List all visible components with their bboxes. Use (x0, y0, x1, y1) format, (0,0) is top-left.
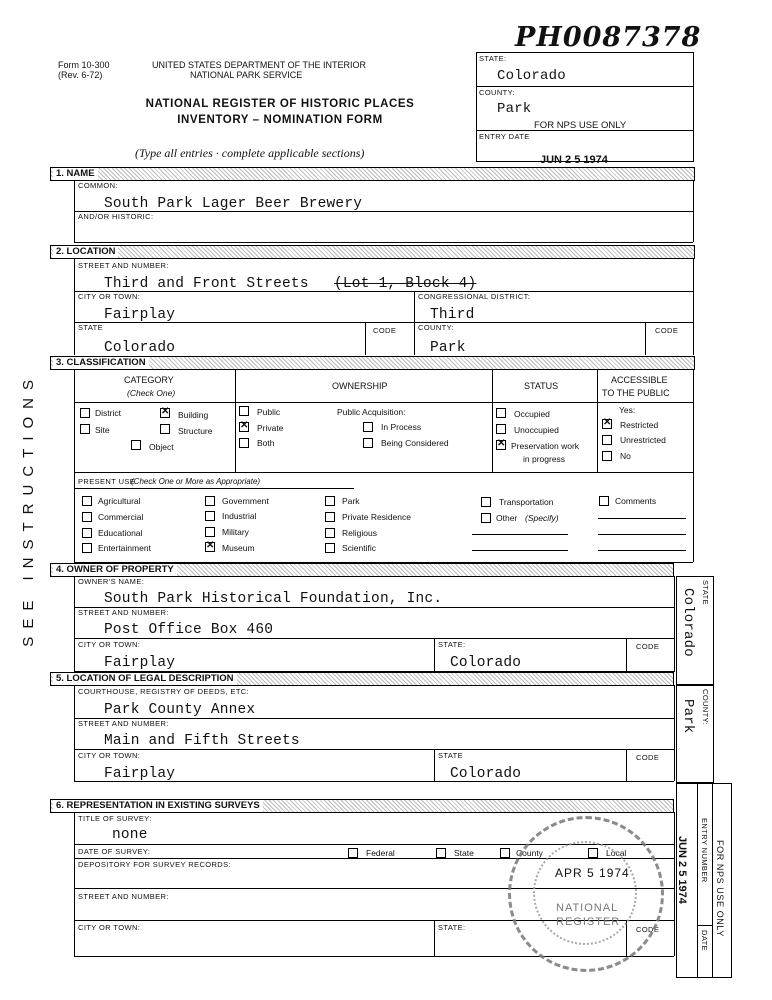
checkbox-comments[interactable] (599, 496, 609, 506)
checkbox-military[interactable] (205, 527, 215, 537)
section-owner-header: 4. OWNER OF PROPERTY (50, 563, 674, 577)
label-private: Private (257, 423, 284, 433)
nps-county-value: Park (497, 101, 532, 117)
checkbox-park[interactable] (325, 496, 335, 506)
category-subheader: (Check One) (127, 388, 176, 398)
owner-street-label: STREET AND NUMBER: (78, 608, 169, 617)
checkbox-restricted[interactable] (602, 419, 612, 429)
accessible-subheader: TO THE PUBLIC (602, 388, 670, 398)
accessible-header: ACCESSIBLE (611, 375, 668, 385)
checkbox-state[interactable] (436, 848, 446, 858)
label-occupied: Occupied (514, 409, 550, 419)
checkbox-religious[interactable] (325, 528, 335, 538)
label-entertainment: Entertainment (98, 543, 151, 553)
ownership-header: OWNERSHIP (332, 381, 388, 391)
location-county-code-label: CODE (655, 326, 679, 335)
location-state-label: STATE (78, 323, 104, 332)
checkbox-being-considered[interactable] (363, 438, 373, 448)
checkbox-in-process[interactable] (363, 422, 373, 432)
department-name: UNITED STATES DEPARTMENT OF THE INTERIOR (152, 60, 367, 70)
nps-county-label: COUNTY: (479, 88, 516, 97)
legal-code-label: CODE (636, 753, 660, 762)
form-revision: (Rev. 6-72) (58, 70, 103, 80)
checkbox-private[interactable] (239, 422, 249, 432)
survey-street-label: STREET AND NUMBER: (78, 892, 169, 901)
checkbox-structure[interactable] (160, 424, 170, 434)
section-legal-header: 5. LOCATION OF LEGAL DESCRIPTION (50, 672, 674, 686)
nps-entry-date-label: ENTRY DATE (479, 132, 530, 141)
owner-city-value: Fairplay (104, 655, 176, 671)
legal-street-value: Main and Fifth Streets (104, 733, 300, 749)
side-county-label: COUNTY: (701, 689, 710, 726)
location-city-value: Fairplay (104, 307, 176, 323)
nps-entry-date-stamp: JUN 2 5 1974 (540, 154, 608, 166)
legal-city-value: Fairplay (104, 766, 176, 782)
label-religious: Religious (342, 528, 377, 538)
handwritten-id: PH0087378 (515, 22, 702, 53)
checkbox-federal[interactable] (348, 848, 358, 858)
label-other: Other (496, 513, 518, 523)
common-name-label: COMMON: (78, 181, 118, 190)
nps-use-only: FOR NPS USE ONLY (534, 120, 627, 131)
form-title-line1: NATIONAL REGISTER OF HISTORIC PLACES (145, 98, 415, 110)
checkbox-private-residence[interactable] (325, 512, 335, 522)
checkbox-public[interactable] (239, 406, 249, 416)
legal-state-value: Colorado (450, 766, 522, 782)
label-other-specify: (Specify) (525, 513, 559, 523)
label-both: Both (257, 438, 275, 448)
label-preservation-work: Preservation work (511, 441, 580, 451)
status-header: STATUS (524, 381, 559, 391)
label-being-considered: Being Considered (381, 438, 449, 448)
courthouse-label: COURTHOUSE, REGISTRY OF DEEDS, ETC: (78, 687, 250, 696)
owner-state-label: STATE: (438, 640, 466, 649)
label-government: Government (222, 496, 269, 506)
side-county-value: Park (680, 699, 696, 734)
label-no: No (620, 451, 631, 461)
side-nps-use-only: FOR NPS USE ONLY (715, 840, 725, 937)
label-military: Military (222, 527, 249, 537)
historic-name-label: AND/OR HISTORIC: (78, 212, 154, 221)
checkbox-both[interactable] (239, 438, 249, 448)
owner-state-value: Colorado (450, 655, 522, 671)
section-surveys-header: 6. REPRESENTATION IN EXISTING SURVEYS (50, 799, 674, 813)
congressional-district-label: CONGRESSIONAL DISTRICT: (418, 292, 531, 301)
location-state-value: Colorado (104, 340, 176, 356)
nps-state-label: STATE: (479, 54, 507, 63)
label-in-process: In Process (381, 422, 422, 432)
legal-city-label: CITY OR TOWN: (78, 751, 141, 760)
checkbox-county[interactable] (500, 848, 510, 858)
section-name-header: 1. NAME (50, 167, 695, 181)
side-instructions: SEE INSTRUCTIONS (20, 372, 37, 647)
service-name: NATIONAL PARK SERVICE (190, 70, 303, 80)
legal-state-label: STATE (438, 751, 464, 760)
checkbox-transportation[interactable] (481, 497, 491, 507)
form-instructions: (Type all entries · complete applicable sections) (135, 146, 365, 160)
checkbox-building[interactable] (160, 408, 170, 418)
location-street-struck: (Lot 1, Block 4) (334, 276, 477, 292)
checkbox-museum[interactable] (205, 542, 215, 552)
label-park: Park (342, 496, 360, 506)
side-date-stamp: JUN 2 5 1974 (676, 836, 688, 904)
label-restricted: Restricted (620, 420, 659, 430)
side-date-label: DATE (700, 930, 709, 952)
stamp-register: REGISTER (556, 916, 621, 928)
common-name-value: South Park Lager Beer Brewery (104, 196, 363, 212)
received-stamp-inner-ring (533, 841, 637, 945)
received-stamp (508, 816, 664, 972)
survey-date-label: DATE OF SURVEY: (78, 847, 151, 856)
checkbox-district[interactable] (80, 408, 90, 418)
checkbox-unrestricted[interactable] (602, 435, 612, 445)
label-agricultural: Agricultural (98, 496, 141, 506)
label-object: Object (149, 442, 174, 452)
accessible-yes-label: Yes: (619, 405, 636, 415)
label-unoccupied: Unoccupied (514, 425, 559, 435)
side-state-value: Colorado (680, 588, 696, 657)
checkbox-commercial[interactable] (82, 512, 92, 522)
label-district: District (95, 408, 121, 418)
label-building: Building (178, 410, 209, 420)
checkbox-industrial[interactable] (205, 511, 215, 521)
label-site: Site (95, 425, 110, 435)
nps-state-value: Colorado (497, 68, 566, 84)
checkbox-unoccupied[interactable] (496, 424, 506, 434)
label-educational: Educational (98, 528, 143, 538)
checkbox-no[interactable] (602, 451, 612, 461)
present-use-note: (Check One or More as Appropriate) (131, 477, 261, 486)
label-public: Public (257, 407, 281, 417)
checkbox-other[interactable] (481, 513, 491, 523)
owner-code-label: CODE (636, 642, 660, 651)
side-entry-number-label: ENTRY NUMBER (700, 818, 709, 883)
checkbox-government[interactable] (205, 496, 215, 506)
checkbox-preservation-work[interactable] (496, 440, 506, 450)
label-local: Local (606, 848, 627, 858)
label-museum: Museum (222, 543, 255, 553)
courthouse-value: Park County Annex (104, 702, 256, 718)
location-county-value: Park (430, 340, 466, 356)
present-use-label: PRESENT USE (78, 477, 136, 486)
checkbox-agricultural[interactable] (82, 496, 92, 506)
label-state: State (454, 848, 474, 858)
checkbox-entertainment[interactable] (82, 543, 92, 553)
location-state-code-label: CODE (373, 326, 397, 335)
survey-title-label: TITLE OF SURVEY: (78, 814, 152, 823)
section-location-header: 2. LOCATION (50, 245, 695, 259)
checkbox-scientific[interactable] (325, 543, 335, 553)
label-federal: Federal (366, 848, 395, 858)
location-city-label: CITY OR TOWN: (78, 292, 141, 301)
checkbox-occupied[interactable] (496, 408, 506, 418)
label-in-progress: in progress (523, 454, 566, 464)
form-number: Form 10-300 (58, 60, 110, 70)
label-scientific: Scientific (342, 543, 377, 553)
location-county-label: COUNTY: (418, 323, 455, 332)
checkbox-object[interactable] (131, 440, 141, 450)
owner-street-value: Post Office Box 460 (104, 622, 274, 638)
survey-code-label: CODE (636, 925, 660, 934)
location-street-label: STREET AND NUMBER: (78, 261, 169, 270)
stamp-date: APR 5 1974 (555, 866, 630, 880)
side-state-label: STATE (701, 580, 710, 606)
survey-title-value: none (112, 827, 148, 843)
location-street-value: Third and Front Streets (104, 276, 309, 292)
label-comments: Comments (615, 496, 657, 506)
label-transportation: Transportation (499, 497, 554, 507)
label-structure: Structure (178, 426, 213, 436)
label-unrestricted: Unrestricted (620, 435, 666, 445)
legal-street-label: STREET AND NUMBER: (78, 719, 169, 728)
depository-label: DEPOSITORY FOR SURVEY RECORDS: (78, 860, 232, 869)
label-county: County (516, 848, 543, 858)
owner-name-value: South Park Historical Foundation, Inc. (104, 591, 443, 607)
checkbox-site[interactable] (80, 424, 90, 434)
survey-city-label: CITY OR TOWN: (78, 923, 141, 932)
owner-city-label: CITY OR TOWN: (78, 640, 141, 649)
section-classification-header: 3. CLASSIFICATION (50, 356, 695, 370)
category-header: CATEGORY (124, 375, 174, 385)
label-private-residence: Private Residence (342, 512, 411, 522)
survey-state-label: STATE: (438, 923, 466, 932)
form-title-line2: INVENTORY – NOMINATION FORM (177, 114, 383, 126)
stamp-national: NATIONAL (556, 902, 619, 914)
label-industrial: Industrial (222, 511, 257, 521)
congressional-district-value: Third (430, 307, 475, 323)
owner-name-label: OWNER'S NAME: (78, 577, 145, 586)
label-commercial: Commercial (98, 512, 144, 522)
checkbox-educational[interactable] (82, 528, 92, 538)
public-acquisition-label: Public Acquisition: (337, 407, 406, 417)
